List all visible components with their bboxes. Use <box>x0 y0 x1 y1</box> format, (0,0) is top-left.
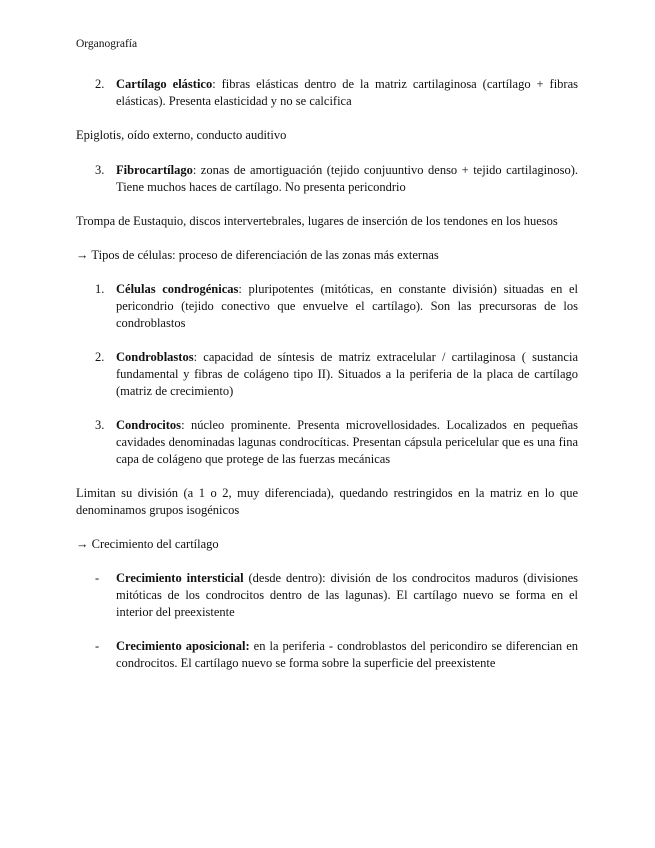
list-marker: 1. <box>95 282 105 296</box>
paragraph-epiglotis: Epiglotis, oído externo, conducto auditivo <box>76 128 287 142</box>
list-item-condroblastos <box>95 349 578 400</box>
paragraph-crecimiento: → Crecimiento del cartílago <box>76 537 219 551</box>
item-text: en la periferia - condroblastos del pericondiro se diferencian en condrocitos. El cartílago nuevo se forma sobre la superficie del preexistente <box>116 639 578 670</box>
page-header: Organografía <box>76 38 138 50</box>
item-text: : capacidad de síntesis de matriz extracelular / cartilaginosa ( sustancia fundamental y fibras de colágeno tipo II). Situados a la periferia de la placa de cartílago (matriz de crecimiento) <box>116 350 578 398</box>
item-text: : núcleo prominente. Presenta microvellosidades. Localizados en pequeñas cavidades denominadas lagunas condrocíticas. Presentan cápsula pericelular que es una fina capa de colágeno que protege de las fuerzas mecánicas <box>116 418 578 466</box>
item-text: (desde dentro): división de los condrocitos maduros (divisiones mitóticas de los condrocitos dentro de las lagunas). El cartílago nuevo se forma en el interior del preexistente <box>116 571 578 619</box>
list-item-crecimiento-aposicional <box>95 638 578 672</box>
list-item-crecimiento-intersticial <box>95 570 578 621</box>
item-term: Células condrogénicas <box>116 282 239 296</box>
item-term: Cartílago elástico <box>116 77 213 91</box>
list-marker: 2. <box>95 77 105 91</box>
list-item-condrocitos <box>95 417 578 468</box>
list-item-celulas-condrogenicas <box>95 281 578 332</box>
paragraph-tipos-celulas: → Tipos de células: proceso de diferenciación de las zonas más externas <box>76 248 439 262</box>
list-marker: - <box>95 639 100 653</box>
paragraph-trompa: Trompa de Eustaquio, discos intervertebrales, lugares de inserción de los tendones en los huesos <box>76 214 558 228</box>
item-term: Crecimiento aposicional: <box>116 639 250 653</box>
item-text: : pluripotentes (mitóticas, en constante división) situadas en el pericondrio (tejido conectivo que envuelve el cartílago). Son las precursoras de los condroblastos <box>116 282 579 330</box>
list-marker: 2. <box>95 350 105 364</box>
list-item-cartilago-elastico <box>95 76 578 110</box>
paragraph-limitan: Limitan su división (a 1 o 2, muy diferenciada), quedando restringidos en la matriz en lo que denominamos grupos isogénicos <box>76 486 578 517</box>
list-marker: 3. <box>95 163 105 177</box>
item-term: Crecimiento intersticial <box>116 571 244 585</box>
list-item-fibrocartilago <box>95 162 578 196</box>
item-term: Fibrocartílago <box>116 163 193 177</box>
item-text: : zonas de amortiguación (tejido conjuuntivo denso + tejido cartilaginoso). Tiene muchos haces de cartílago. No presenta pericondrio <box>116 163 578 194</box>
item-term: Condroblastos <box>116 350 194 364</box>
list-marker: 3. <box>95 418 105 432</box>
item-term: Condrocitos <box>116 418 182 432</box>
item-text: : fibras elásticas dentro de la matriz cartilaginosa (cartílago + fibras elásticas). Presenta elasticidad y no se calcifica <box>116 77 578 108</box>
list-marker: - <box>95 571 100 585</box>
